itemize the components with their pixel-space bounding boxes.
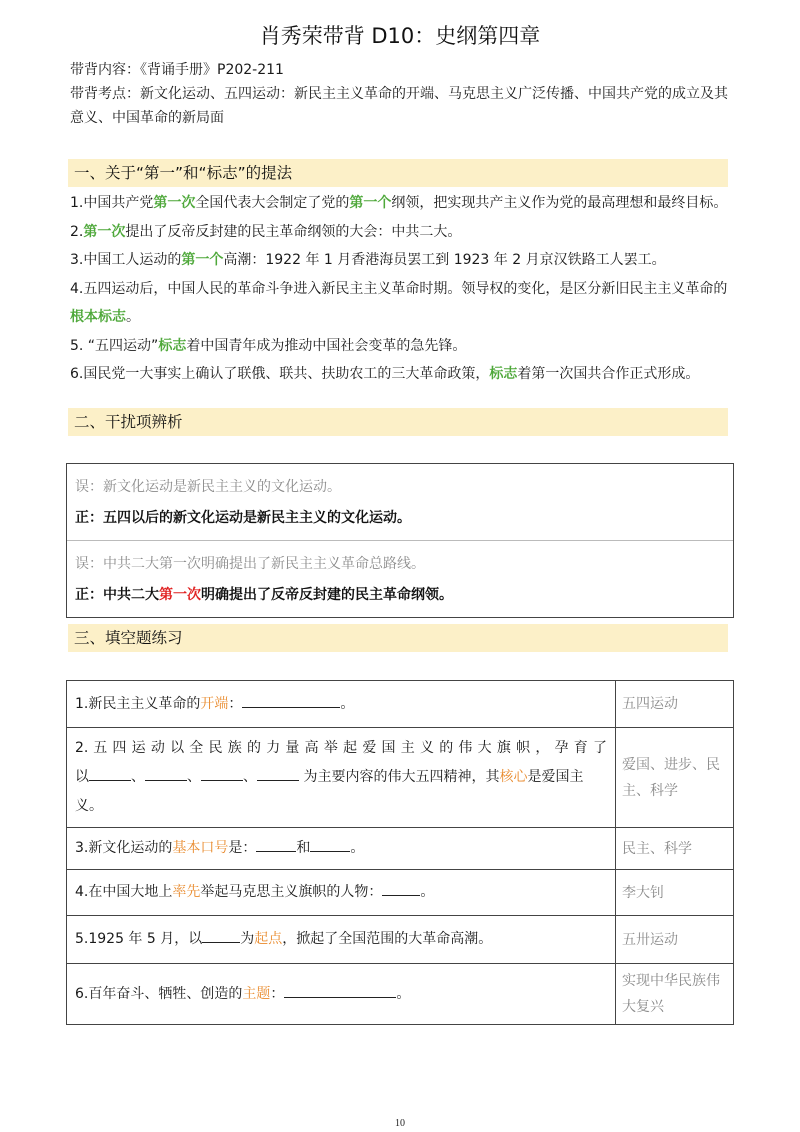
question-cell: 4.在中国大地上率先举起马克思主义旗帜的人物： 。 [67, 870, 616, 916]
list-item: 6.国民党一大事实上确认了联俄、联共、扶助农工的三大革命政策，标志着第一次国共合作正式形成。 [70, 366, 700, 382]
answer-cell: 李大钊 [616, 870, 734, 916]
blank[interactable] [284, 983, 396, 998]
list-item: 5. “五四运动”标志着中国青年成为推动中国社会变革的急先锋。 [70, 337, 467, 354]
answer-cell: 实现中华民族伟大复兴 [616, 964, 734, 1025]
question-cell: 1.新民主主义革命的开端： 。 [67, 681, 616, 728]
right-statement: 正：五四以后的新文化运动是新民主主义的文化运动。 [75, 510, 411, 526]
meta-points: 带背考点：新文化运动、五四运动：新民主主义革命的开端、马克思主义广泛传播、中国共产党的成立及其意义、中国革命的新局面 [70, 86, 728, 126]
right-statement: 正：中共二大第一次明确提出了反帝反封建的民主革命纲领。 [75, 587, 453, 603]
answer-cell: 爱国、进步、民主、科学 [616, 728, 734, 828]
section2-heading: 二、干扰项辨析 [68, 408, 728, 436]
question-cell: 2. 五 四 运 动 以 全 民 族 的 力 量 高 举 起 爱 国 主 义 的 伟 大 旗 帜 ， 孕 育 了 以 、 、 、 为主要内容的伟大五四精神，其核心是爱国主义。 [67, 728, 616, 828]
blank[interactable] [310, 837, 350, 852]
distractor-box [66, 463, 734, 618]
list-item: 2.第一次提出了反帝反封建的民主革命纲领的大会：中共二大。 [70, 223, 462, 240]
list-item: 4.五四运动后，中国人民的革命斗争进入新民主主义革命时期。领导权的变化，是区分新旧民主主义革命的根本标志。 [70, 280, 728, 325]
page-title: 肖秀荣带背 D10：史纲第四章 [259, 24, 541, 48]
table-row [67, 964, 734, 1025]
blank[interactable] [89, 766, 131, 781]
blank[interactable] [382, 881, 420, 896]
distractor-pair [67, 540, 733, 617]
table-row [67, 870, 734, 916]
table-row [67, 828, 734, 870]
blank[interactable] [201, 766, 243, 781]
list-item: 3.中国工人运动的第一个高潮：1922 年 1 月香港海员罢工到 1923 年 2 月京汉铁路工人罢工。 [70, 252, 666, 268]
blank[interactable] [257, 766, 299, 781]
distractor-pair [67, 464, 733, 540]
blank[interactable] [256, 837, 296, 852]
blank[interactable] [242, 693, 340, 708]
table-row [67, 728, 734, 828]
meta-content: 带背内容：《背诵手册》P202-211 [70, 62, 284, 78]
blank[interactable] [202, 928, 240, 943]
answer-cell: 民主、科学 [616, 828, 734, 870]
question-cell: 5.1925 年 5 月，以 为起点，掀起了全国范围的大革命高潮。 [67, 916, 616, 964]
question-cell: 3.新文化运动的基本口号是： 和 。 [67, 828, 616, 870]
section1-items [70, 189, 735, 389]
blank[interactable] [145, 766, 187, 781]
section1-heading: 一、关于“第一”和“标志”的提法 [68, 159, 728, 187]
meta-block [70, 58, 735, 130]
question-cell: 6.百年奋斗、牺牲、创造的主题： 。 [67, 964, 616, 1025]
table-row [67, 916, 734, 964]
answer-cell: 五四运动 [616, 681, 734, 728]
wrong-statement: 误：新文化运动是新民主主义的文化运动。 [75, 479, 341, 495]
wrong-statement: 误：中共二大第一次明确提出了新民主主义革命总路线。 [75, 556, 425, 572]
table-row [67, 681, 734, 728]
page-number: 10 [395, 1118, 405, 1129]
answer-cell: 五卅运动 [616, 916, 734, 964]
fill-blank-table [66, 680, 734, 1025]
list-item: 1.中国共产党第一次全国代表大会制定了党的第一个纲领，把实现共产主义作为党的最高理想和最终目标。 [70, 195, 728, 211]
section3-heading: 三、填空题练习 [68, 624, 728, 652]
